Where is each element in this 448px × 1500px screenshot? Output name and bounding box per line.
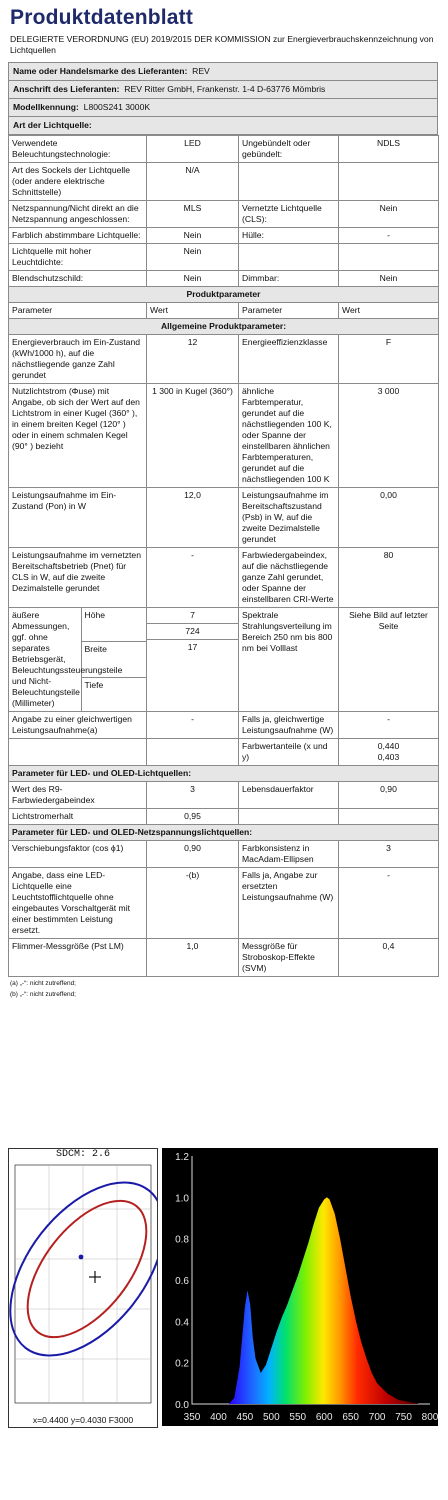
- led-params-header: Parameter für LED- und OLED-Lichtquellen:: [9, 766, 439, 782]
- flux-label: Nutzlichtstrom (Φuse) mit Angabe, ob sich der Wert auf den Lichtstrom in einer Kugel (360° ), in einem breiten Kegel (120° ) oder in einem schmalen Kegel (90° ) bezieht: [9, 384, 147, 488]
- col-param-1: Parameter: [9, 303, 147, 319]
- height-label: Höhe: [81, 608, 146, 642]
- flicker-label: Flimmer-Messgröße (Pst LM): [9, 939, 147, 977]
- product-params-header: Produktparameter: [9, 287, 439, 303]
- x-tick-label: 750: [395, 1412, 412, 1423]
- spd-value: Siehe Bild auf letzter Seite: [339, 608, 439, 712]
- replace-label: Angabe, dass eine LED-Lichtquelle eine Leuchtstofflichtquelle ohne eingebautes Vorschaltgerät mit einer bestimmten Leistung ersetzt.: [9, 868, 147, 939]
- flux-value: 1 300 in Kugel (360°): [147, 384, 239, 488]
- equiv-label: Angabe zu einer gleichwertigen Leistungsaufnahme(a): [9, 712, 147, 739]
- supplier-name-value: REV: [192, 66, 210, 76]
- psb-value: 0,00: [339, 488, 439, 548]
- pnet-label: Leistungsaufnahme im vernetzten Bereitschaftsbetrieb (Pnet) für CLS in W, auf die zweite Dezimalstelle gerundet: [9, 548, 147, 608]
- pon-label: Leistungsaufnahme im Ein-Zustand (Pon) in W: [9, 488, 147, 548]
- glare-label: Blendschutzschild:: [9, 271, 147, 287]
- undirected-value: NDLS: [339, 136, 439, 163]
- depth-label: Tiefe: [84, 679, 104, 690]
- spectrum-section: [8, 1148, 438, 1426]
- x-tick-label: 650: [342, 1412, 360, 1423]
- technology-label: Verwendete Beleuchtungstechnologie:: [9, 136, 147, 163]
- pf-label: Verschiebungsfaktor (cos ϕ1): [9, 841, 147, 868]
- x-tick-label: 350: [183, 1412, 201, 1423]
- r9-value: 3: [147, 782, 239, 809]
- dimmable-value: Nein: [339, 271, 439, 287]
- spectrum-svg: [162, 1148, 438, 1426]
- energy-value: 12: [147, 335, 239, 384]
- supplier-name-label: Name oder Handelsmarke des Lieferanten:: [13, 66, 188, 76]
- supplier-address-row: [8, 81, 438, 99]
- x-tick-label: 500: [262, 1412, 280, 1423]
- chroma-label: Farbwertanteile (x und y): [239, 739, 339, 766]
- chroma-x: 0,440: [377, 741, 400, 751]
- y-tick-label: 0.6: [175, 1276, 189, 1287]
- lifetime-label: Lebensdauerfaktor: [239, 782, 339, 809]
- x-tick-label: 550: [289, 1412, 307, 1423]
- height-value: 7: [147, 608, 238, 624]
- high-lum-label: Lichtquelle mit hoher Leuchtdichte:: [9, 244, 147, 271]
- equiv-w-label: Falls ja, gleichwertige Leistungsaufnahme (W): [239, 712, 339, 739]
- sdcm-title: SDCM: 2.6: [55, 1149, 110, 1160]
- sdcm-plot: [9, 1149, 157, 1427]
- col-value-2: Wert: [339, 303, 439, 319]
- light-source-table: [8, 135, 439, 977]
- chroma-value: [339, 739, 439, 766]
- dimensions-cell: [9, 608, 147, 712]
- socket-value: N/A: [147, 163, 239, 201]
- x-tick-label: 600: [315, 1412, 333, 1423]
- page-title: Produktdatenblatt: [10, 6, 194, 29]
- cct-label: ähnliche Farbtemperatur, gerundet auf die nächstliegenden 100 K, oder Spanne der einstellbaren ähnlichen Farbtemperaturen, gerundet auf die nächstliegenden 100 K: [239, 384, 339, 488]
- x-tick-label: 450: [236, 1412, 254, 1423]
- replace-w-label: Falls ja, Angabe zur ersetzten Leistungsaufnahme (W): [239, 868, 339, 939]
- chroma-y: 0,403: [377, 752, 400, 762]
- x-tick-label: 700: [368, 1412, 386, 1423]
- envelope-label: Hülle:: [239, 228, 339, 244]
- spd-label: Spektrale Strahlungsverteilung im Bereich 250 nm bis 800 nm bei Volllast: [239, 608, 339, 712]
- color-tunable-value: Nein: [147, 228, 239, 244]
- cri-value: 80: [339, 548, 439, 608]
- energy-label: Energieverbrauch im Ein-Zustand (kWh/1000 h), auf die nächstliegende ganze Zahl gerundet: [9, 335, 147, 384]
- technology-value: LED: [147, 136, 239, 163]
- pf-value: 0,90: [147, 841, 239, 868]
- sdcm-coordinates: x=0.4400 y=0.4030 F3000: [32, 1415, 134, 1425]
- glare-value: Nein: [147, 271, 239, 287]
- high-lum-value: Nein: [147, 244, 239, 271]
- mls-params-header: Parameter für LED- und OLED-Netzspannungslichtquellen:: [9, 825, 439, 841]
- replace-w-value: -: [339, 868, 439, 939]
- color-tunable-label: Farblich abstimmbare Lichtquelle:: [9, 228, 147, 244]
- equiv-value: -: [147, 712, 239, 739]
- model-row: [8, 99, 438, 117]
- maint-label: Lichtstromerhalt: [9, 809, 147, 825]
- y-tick-label: 1.2: [175, 1152, 189, 1163]
- r9-label: Wert des R9-Farbwiedergabeindex: [9, 782, 147, 809]
- cct-value: 3 000: [339, 384, 439, 488]
- depth-value: 17: [187, 642, 198, 652]
- envelope-value: -: [339, 228, 439, 244]
- svm-label: Messgröße für Stroboskop-Effekte (SVM): [239, 939, 339, 977]
- model-value: L800S241 3000K: [83, 102, 151, 112]
- datasheet: [8, 6, 438, 999]
- footnote-a: (a) „-“: nicht zutreffend;: [10, 980, 76, 987]
- svm-value: 0,4: [339, 939, 439, 977]
- connected-label: Vernetzte Lichtquelle (CLS):: [239, 201, 339, 228]
- footnote-b: (b) „-“: nicht zutreffend;: [10, 991, 76, 998]
- dimension-values-cell: [147, 608, 239, 712]
- col-value-1: Wert: [147, 303, 239, 319]
- socket-label: Art des Sockels der Lichtquelle (oder andere elektrische Schnittstelle): [9, 163, 147, 201]
- supplier-address-value: REV Ritter GmbH, Frankenstr. 1-4 D-63776 Mömbris: [124, 84, 326, 94]
- maint-value: 0,95: [147, 809, 239, 825]
- y-tick-label: 0.4: [175, 1317, 189, 1329]
- pnet-value: -: [147, 548, 239, 608]
- eff-class-label: Energieeffizienzklasse: [239, 335, 339, 384]
- supplier-name-row: [8, 62, 438, 81]
- width-label: Breite: [81, 642, 146, 677]
- supplier-address-label: Anschrift des Lieferanten:: [13, 84, 120, 94]
- consistency-value: 3: [339, 841, 439, 868]
- dimensions-subtable: [9, 608, 146, 711]
- dims-label: äußere Abmessungen, ggf. ohne separates Betriebsgerät, Beleuchtungssteuerungsteile und Nicht-Beleuchtungsteile (Millimeter): [9, 608, 81, 711]
- x-tick-label: 400: [210, 1412, 227, 1423]
- psb-label: Leistungsaufnahme im Bereitschaftszustand (Psb) in W, auf die zweite Dezimalstelle gerundet: [239, 488, 339, 548]
- col-param-2: Parameter: [239, 303, 339, 319]
- equiv-w-value: -: [339, 712, 439, 739]
- mains-label: Netzspannung/Nicht direkt an die Netzspannung angeschlossen:: [9, 201, 147, 228]
- regulation-subtitle: DELEGIERTE VERORDNUNG (EU) 2019/2015 DER KOMMISSION zur Energieverbrauchskennzeichnung von Lichtquellen: [10, 34, 434, 55]
- spectrum-area: [229, 1197, 430, 1404]
- replace-value: -(b): [147, 868, 239, 939]
- dimmable-label: Dimmbar:: [239, 271, 339, 287]
- width-value: 724: [147, 624, 238, 640]
- model-label: Modellkennung:: [13, 102, 79, 112]
- y-tick-label: 0.8: [175, 1234, 189, 1246]
- pon-value: 12,0: [147, 488, 239, 548]
- light-source-type-row: [8, 117, 438, 135]
- y-tick-label: 0.0: [175, 1400, 189, 1411]
- mains-value: MLS: [147, 201, 239, 228]
- y-tick-label: 0.2: [175, 1358, 189, 1370]
- x-tick-label: 800: [421, 1412, 438, 1423]
- sdcm-measured-point: [79, 1255, 84, 1260]
- consistency-label: Farbkonsistenz in MacAdam-Ellipsen: [239, 841, 339, 868]
- lifetime-value: 0,90: [339, 782, 439, 809]
- general-params-header: Allgemeine Produktparameter:: [9, 319, 439, 335]
- sdcm-panel: [8, 1148, 158, 1428]
- y-tick-label: 1.0: [175, 1193, 189, 1205]
- light-source-type-label: Art der Lichtquelle:: [13, 120, 92, 130]
- spectrum-chart: [162, 1148, 438, 1426]
- cri-label: Farbwiedergabeindex, auf die nächstliegende ganze Zahl gerundet, oder Spanne der einstellbaren CRI-Werte: [239, 548, 339, 608]
- connected-value: Nein: [339, 201, 439, 228]
- flicker-value: 1,0: [147, 939, 239, 977]
- eff-class-value: F: [339, 335, 439, 384]
- undirected-label: Ungebündelt oder gebündelt:: [239, 136, 339, 163]
